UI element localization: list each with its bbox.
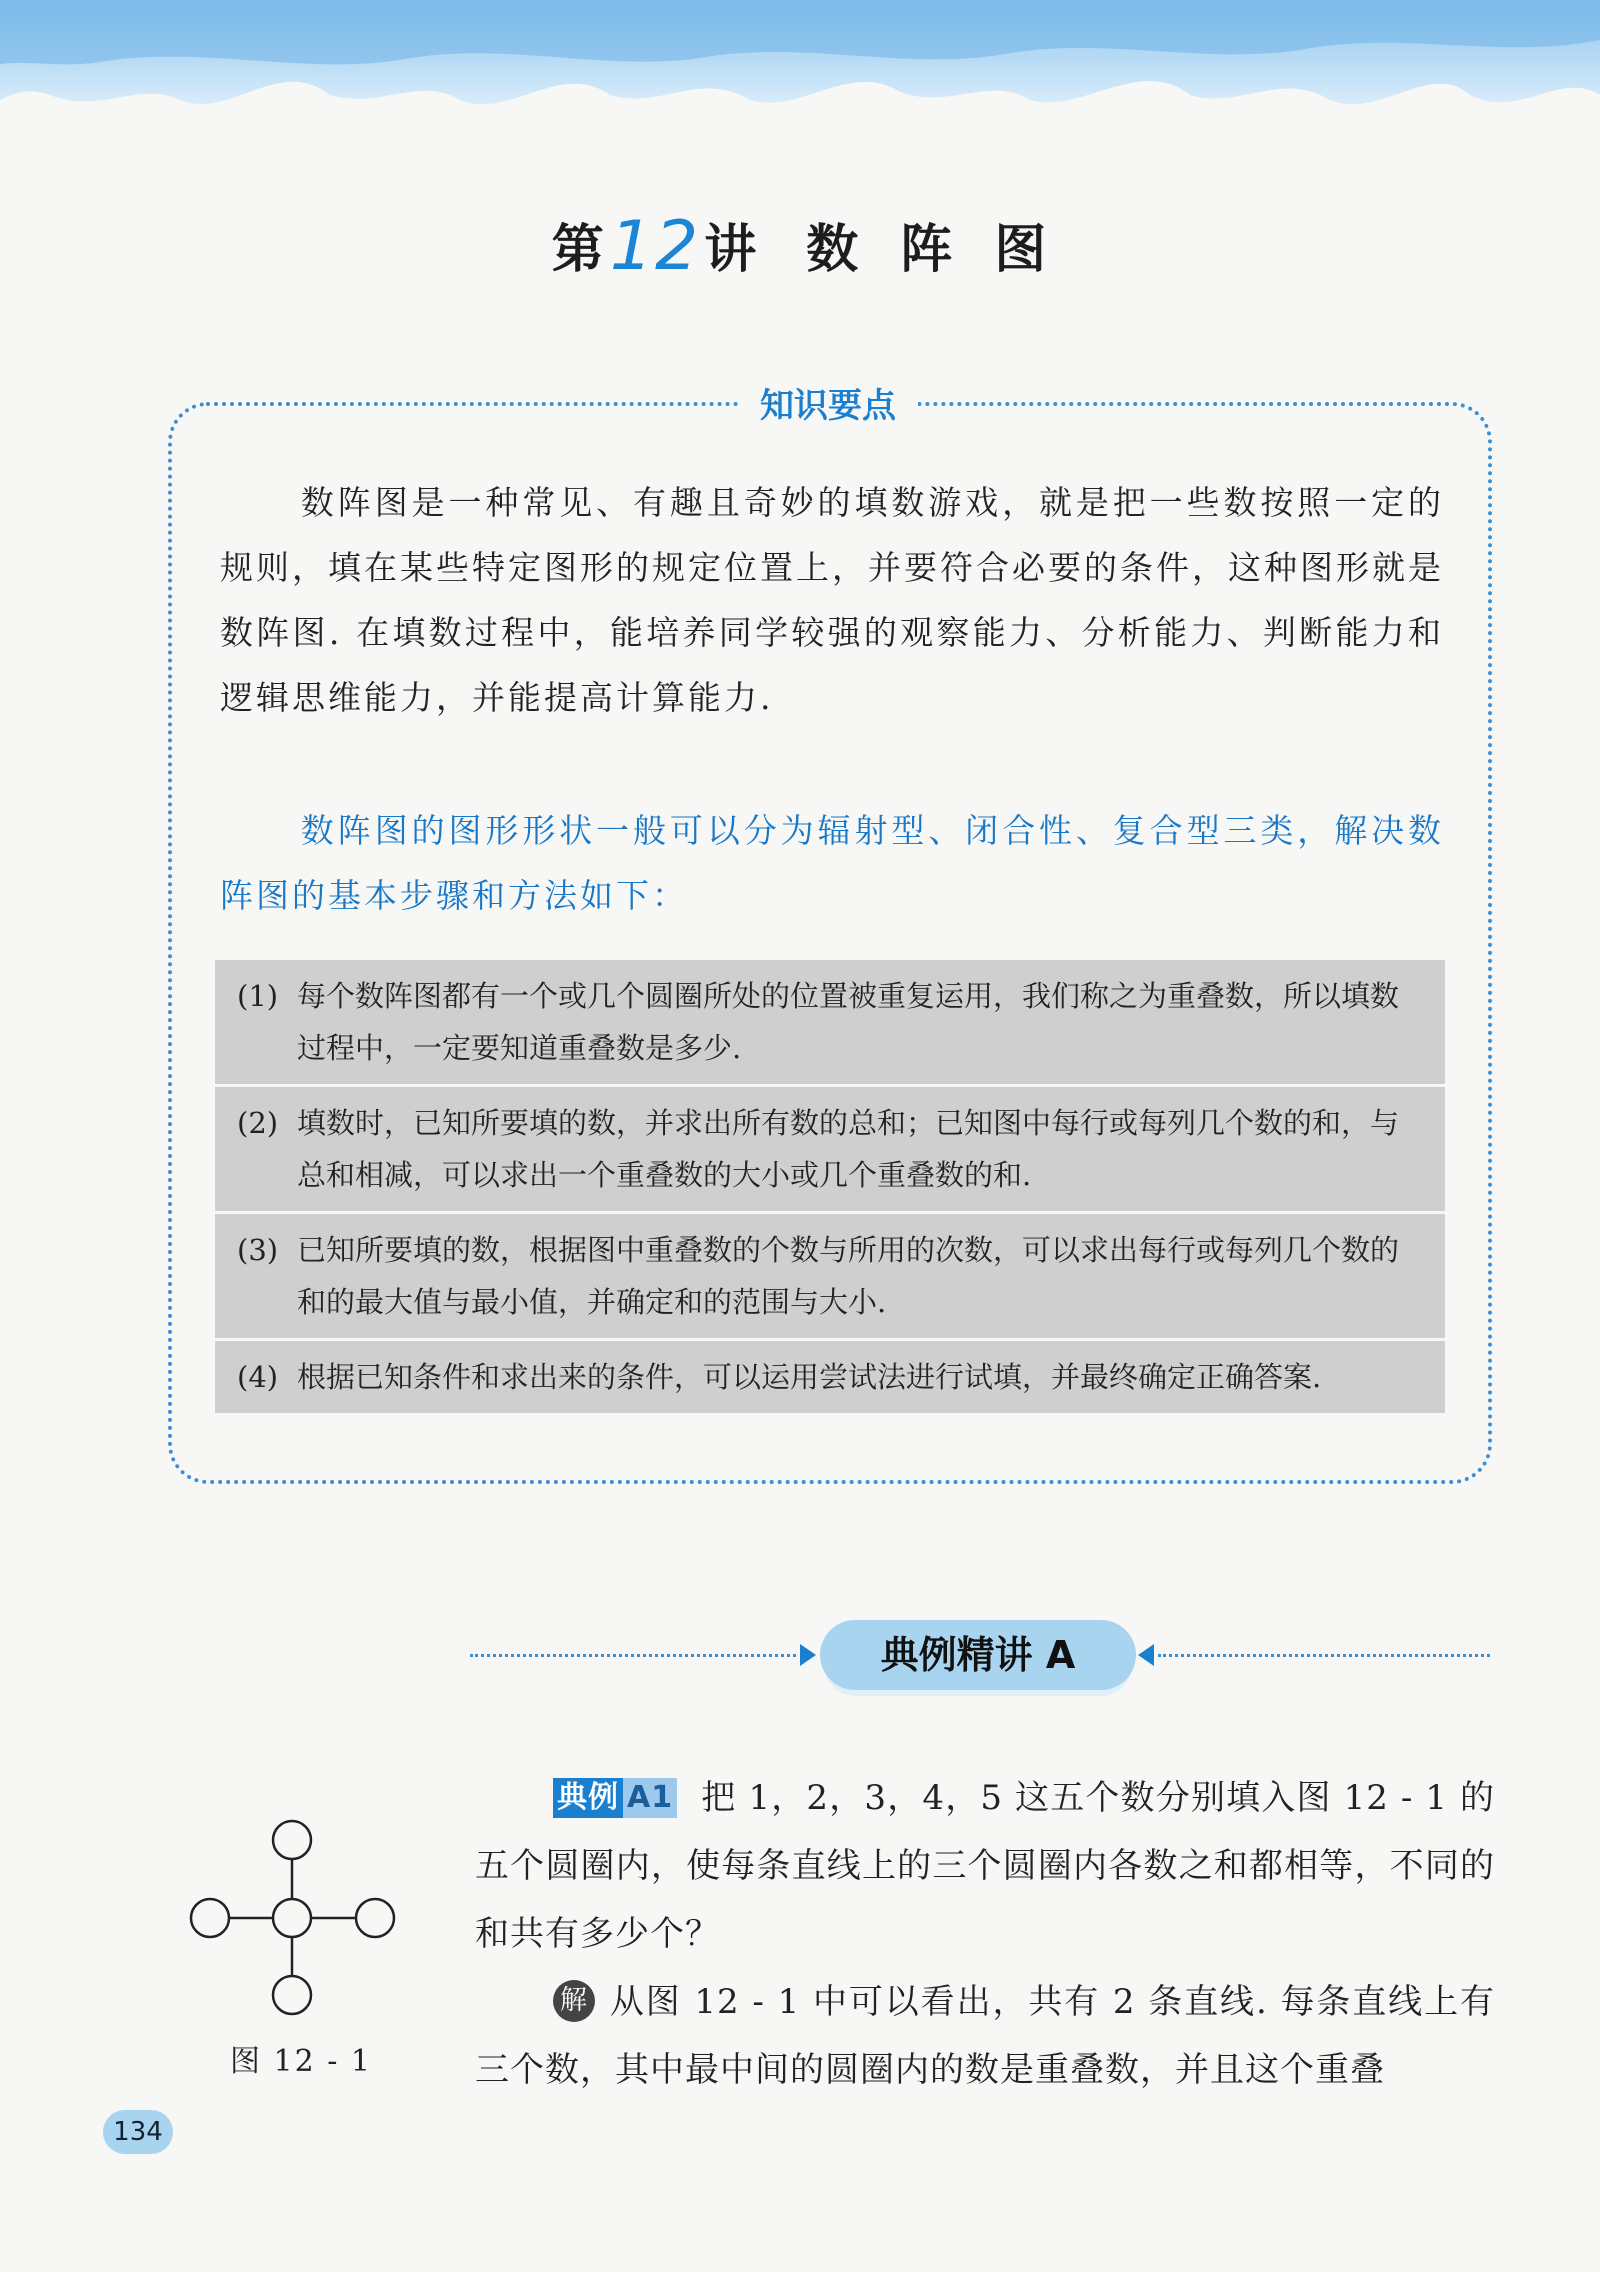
- knowledge-intro-text: 数阵图是一种常见、有趣且奇妙的填数游戏，就是把一些数按照一定的规则，填在某些特定图形的规定位置上，并要符合必要的条件，这种图形就是数阵图. 在填数过程中，能培养同学较强的观察能力、分析能力、判断能力和逻辑思维能力，并能提高计算能力.: [220, 483, 1444, 717]
- step-text: 已知所要填的数，根据图中重叠数的个数与所用的次数，可以求出每行或每列几个数的和的最大值与最小值，并确定和的范围与大小.: [297, 1233, 1400, 1319]
- title-suffix: 讲: [704, 219, 759, 280]
- circle-center: [273, 1899, 311, 1937]
- step-text: 根据已知条件和求出来的条件，可以运用尝试法进行试填，并最终确定正确答案.: [297, 1360, 1322, 1394]
- step-number: (3): [237, 1233, 279, 1267]
- step-text: 每个数阵图都有一个或几个圆圈所处的位置被重复运用，我们称之为重叠数，所以填数过程中，一定要知道重叠数是多少.: [297, 979, 1400, 1065]
- page-title: [0, 205, 1600, 284]
- steps-list: [215, 960, 1445, 1416]
- arrow-right-icon: [800, 1644, 816, 1666]
- knowledge-intro: [220, 470, 1444, 730]
- figure-caption: 图 12 - 1: [230, 2044, 373, 2079]
- example-tag-id: A1: [623, 1778, 677, 1818]
- cloud-banner: [0, 0, 1600, 150]
- example-solution: [475, 1968, 1495, 2104]
- circle-top: [273, 1821, 311, 1859]
- types-note-text: 数阵图的图形形状一般可以分为辐射型、闭合性、复合型三类，解决数阵图的基本步骤和方法如下：: [220, 811, 1444, 915]
- step-text: 填数时，已知所要填的数，并求出所有数的总和；已知图中每行或每列几个数的和，与总和相减，可以求出一个重叠数的大小或几个重叠数的和.: [297, 1106, 1400, 1192]
- title-word-1: 数: [806, 219, 861, 280]
- example-problem: [475, 1764, 1495, 1968]
- dotted-divider-left: [470, 1654, 796, 1657]
- types-note: [220, 798, 1444, 928]
- example-section-header: [470, 1620, 1490, 1690]
- figure-12-1: [180, 1815, 400, 2025]
- arrow-left-icon: [1138, 1644, 1154, 1666]
- circle-left: [191, 1899, 229, 1937]
- solution-badge: 解: [553, 1980, 595, 2022]
- step-item: [215, 1214, 1445, 1341]
- page-number: 134: [103, 2110, 173, 2154]
- step-item: [215, 960, 1445, 1087]
- title-word-2: 阵: [900, 219, 955, 280]
- title-word-3: 图: [994, 219, 1049, 280]
- title-prefix: 第: [551, 219, 606, 280]
- circle-right: [356, 1899, 394, 1937]
- example-section-heading: 典例精讲 A: [820, 1620, 1136, 1690]
- lesson-number: 12: [609, 207, 701, 286]
- example-tag: 典例: [553, 1778, 623, 1818]
- step-number: (1): [237, 979, 279, 1013]
- step-item: [215, 1341, 1445, 1416]
- step-item: [215, 1087, 1445, 1214]
- example-problem-text: 把 1，2，3，4，5 这五个数分别填入图 12 - 1 的五个圆圈内，使每条直线上的三个圆圈内各数之和都相等，不同的和共有多少个？: [475, 1778, 1495, 1954]
- circle-bottom: [273, 1976, 311, 2014]
- solution-text: 从图 12 - 1 中可以看出，共有 2 条直线. 每条直线上有三个数，其中最中间的圆圈内的数是重叠数，并且这个重叠: [475, 1982, 1495, 2090]
- knowledge-heading: 知识要点: [738, 378, 918, 434]
- step-number: (2): [237, 1106, 279, 1140]
- step-number: (4): [237, 1360, 279, 1394]
- dotted-divider-right: [1158, 1654, 1490, 1657]
